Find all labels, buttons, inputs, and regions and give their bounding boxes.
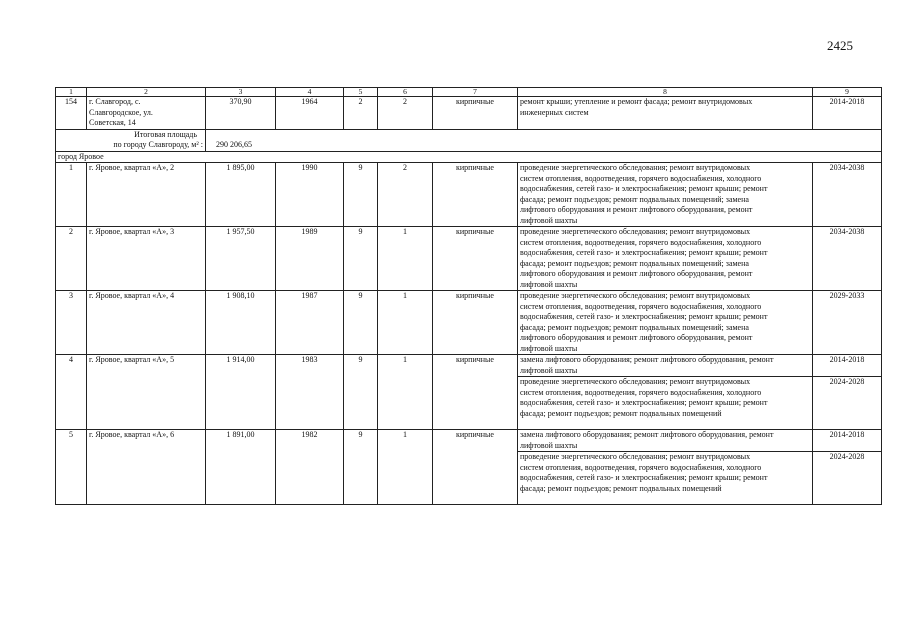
floors-cell: 9 [344,163,378,227]
table-row [56,163,882,227]
area-cell: 1 914,00 [206,355,276,430]
year-cell: 1983 [276,355,344,430]
total-value-text: 290 206,65 [216,140,252,149]
works-line: инженерных систем [520,107,589,117]
works-line: водоснабжения, сетей газо- и электроснабжения; ремонт крыши; ремонт [520,398,768,407]
total-label [56,129,206,151]
period-cell: 2034-2038 [813,227,882,291]
works-line: проведение энергетического обследования; ремонт внутридомовых [520,452,751,461]
address-cell: г. Яровое, квартал «А», 5 [87,355,206,430]
works-cell [518,377,813,430]
row-number: 5 [56,430,87,505]
col-header: 4 [276,88,344,97]
works-line: лифтового оборудования и ремонт лифтового оборудования, ремонт [520,333,753,342]
year-cell: 1964 [276,97,344,130]
works-line: систем отопления, водоотведения, горячего водоснабжения, холодного [520,301,762,311]
row-number: 154 [56,97,87,130]
period-cell: 2024-2028 [813,377,882,430]
works-line: систем отопления, водоотведения, горячего водоснабжения, холодного [520,173,762,183]
area-cell: 1 895,00 [206,163,276,227]
capital-repair-table [55,87,882,505]
col-header: 8 [518,88,813,97]
material-cell: кирпичные [433,430,518,505]
floors-cell: 9 [344,291,378,355]
works-line: фасада; ремонт подъездов; ремонт подвальных помещений; замена [520,194,749,204]
works-line: водоснабжения, сетей газо- и электроснабжения; ремонт крыши; ремонт [520,312,768,321]
works-line: фасада; ремонт подъездов; ремонт подвальных помещений; замена [520,258,749,268]
section-row [56,151,882,163]
col-header: 6 [378,88,433,97]
area-cell: 1 908,10 [206,291,276,355]
total-label-line: Итоговая площадь [134,129,197,139]
column-number-row [56,88,882,97]
works-line: лифтовой шахты [520,279,578,289]
col-header: 2 [87,88,206,97]
period-cell: 2014-2018 [813,97,882,130]
works-line: фасада; ремонт подъездов; ремонт подвальных помещений [520,408,722,418]
works-line: замена лифтового оборудования; ремонт лифтового оборудования, ремонт [520,430,774,439]
col-header: 7 [433,88,518,97]
address-cell: г. Яровое, квартал «А», 6 [87,430,206,505]
works-line: проведение энергетического обследования; ремонт внутридомовых [520,227,751,236]
works-line: лифтовой шахты [520,440,578,450]
works-cell [518,430,813,452]
works-line: водоснабжения, сетей газо- и электроснабжения; ремонт крыши; ремонт [520,184,768,193]
col-header: 5 [344,88,378,97]
year-cell: 1990 [276,163,344,227]
works-cell [518,355,813,377]
entrances-cell: 1 [378,430,433,505]
entrances-cell: 2 [378,97,433,130]
col-header: 1 [56,88,87,97]
entrances-cell: 2 [378,163,433,227]
year-cell: 1989 [276,227,344,291]
total-row [56,129,882,151]
row-number: 4 [56,355,87,430]
works-line: фасада; ремонт подъездов; ремонт подвальных помещений [520,483,722,493]
address-cell: г. Яровое, квартал «А», 2 [87,163,206,227]
works-line: лифтовой шахты [520,365,578,375]
works-line: систем отопления, водоотведения, горячего водоснабжения, холодного [520,387,762,397]
material-cell: кирпичные [433,163,518,227]
year-cell: 1982 [276,430,344,505]
page-number: 2425 [827,38,853,53]
period-cell: 2029-2033 [813,291,882,355]
address-cell [87,97,206,130]
area-cell: 1 957,50 [206,227,276,291]
row-number: 3 [56,291,87,355]
period-cell: 2034-2038 [813,163,882,227]
table-row [56,355,882,377]
material-cell: кирпичные [433,227,518,291]
works-line: проведение энергетического обследования; ремонт внутридомовых [520,163,751,172]
works-line: замена лифтового оборудования; ремонт лифтового оборудования, ремонт [520,355,774,364]
table-row [56,227,882,291]
address-line: Советская, 14 [89,118,136,127]
works-cell [518,291,813,355]
material-cell: кирпичные [433,291,518,355]
section-title: город Яровое [56,151,882,163]
works-cell [518,452,813,505]
works-cell [518,227,813,291]
row-number: 1 [56,163,87,227]
works-line: лифтовой шахты [520,343,578,353]
floors-cell: 9 [344,355,378,430]
col-header: 3 [206,88,276,97]
floors-cell: 9 [344,227,378,291]
works-line: систем отопления, водоотведения, горячего водоснабжения, холодного [520,462,762,472]
col-header: 9 [813,88,882,97]
material-cell: кирпичные [433,355,518,430]
floors-cell: 9 [344,430,378,505]
material-cell: кирпичные [433,97,518,130]
address-cell: г. Яровое, квартал «А», 4 [87,291,206,355]
area-cell: 370,90 [206,97,276,130]
works-cell [518,163,813,227]
works-line: проведение энергетического обследования; ремонт внутридомовых [520,377,751,386]
works-line: водоснабжения, сетей газо- и электроснабжения; ремонт крыши; ремонт [520,473,768,482]
address-cell: г. Яровое, квартал «А», 3 [87,227,206,291]
works-line: лифтового оборудования и ремонт лифтового оборудования, ремонт [520,205,753,214]
total-value [206,129,882,151]
works-line: лифтовой шахты [520,215,578,225]
works-line: фасада; ремонт подъездов; ремонт подвальных помещений; замена [520,322,749,332]
entrances-cell: 1 [378,355,433,430]
address-line: Славгородское, ул. [89,107,153,117]
period-cell: 2014-2018 [813,430,882,452]
table-row [56,97,882,130]
year-cell: 1987 [276,291,344,355]
works-line: систем отопления, водоотведения, горячего водоснабжения, холодного [520,237,762,247]
works-line: водоснабжения, сетей газо- и электроснабжения; ремонт крыши; ремонт [520,248,768,257]
floors-cell: 2 [344,97,378,130]
works-cell [518,97,813,130]
table-row [56,430,882,452]
entrances-cell: 1 [378,227,433,291]
entrances-cell: 1 [378,291,433,355]
address-line: г. Славгород, с. [89,97,141,106]
works-line: проведение энергетического обследования; ремонт внутридомовых [520,291,751,300]
works-line: лифтового оборудования и ремонт лифтового оборудования, ремонт [520,269,753,278]
row-number: 2 [56,227,87,291]
total-label-line: по городу Славгороду, м² : [113,140,203,149]
works-line: ремонт крыши; утепление и ремонт фасада; ремонт внутридомовых [520,97,753,106]
period-cell: 2014-2018 [813,355,882,377]
area-cell: 1 891,00 [206,430,276,505]
period-cell: 2024-2028 [813,452,882,505]
table-row [56,291,882,355]
